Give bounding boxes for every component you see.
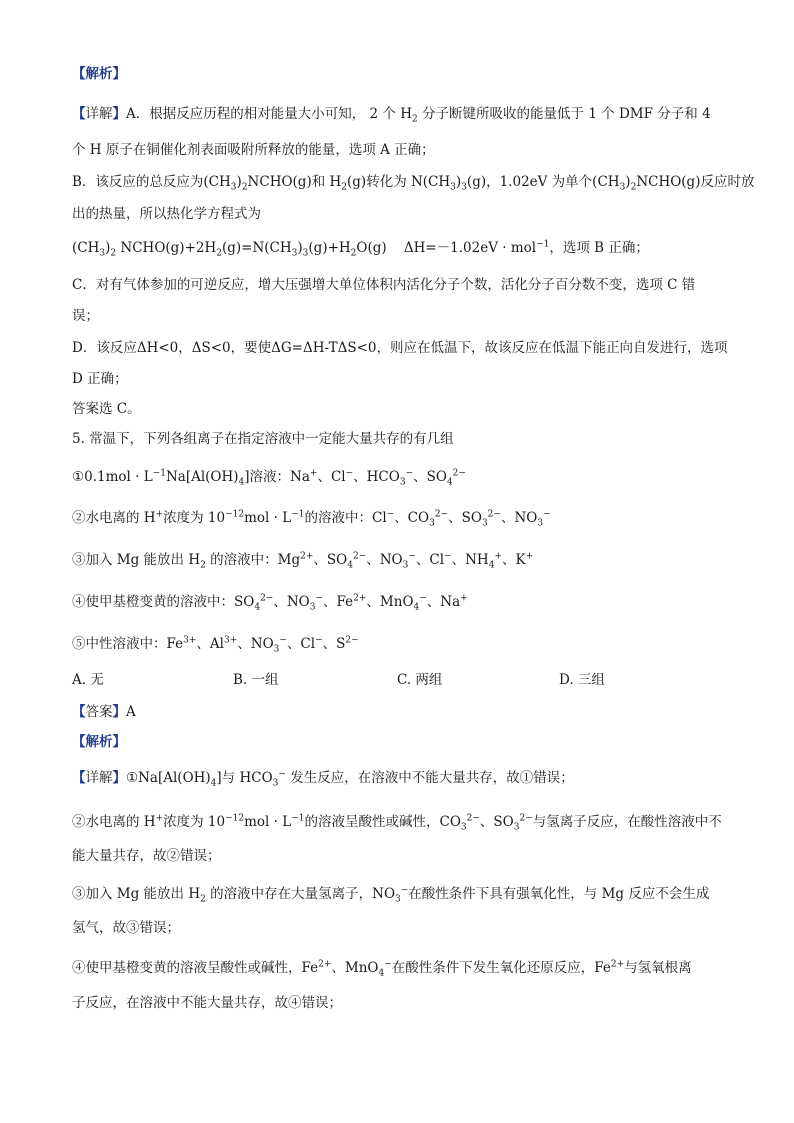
explain-1: 【详解】$①Na[Al(OH)_4]$与 $HCO_3^-$ 发生反应，在溶液中不能大量共存，故①错误； <box>72 769 574 789</box>
item-4: ④使甲基橙变黄的溶液中：$SO_4^{2-}$、$NO_3^-$、$Fe^{2+}$、MnO$_4$−、Na+ <box>72 593 468 613</box>
option-b: B. 一组 <box>233 672 279 688</box>
analysis-header-2: 【解析】 <box>72 734 126 750</box>
explain-4a: ④使甲基橙变黄的溶液呈酸性或碱性，$Fe^{2+}$、MnO$_4$−在酸性条件下发生氧化还原反应，$Fe^{2+}$与氢氧根离 <box>72 959 692 979</box>
explain-2a: ②水电离的 H+浓度为 $10^{-12}mol \cdot L^{-1}$的溶液呈酸性或碱性，$CO_3^{2-}$、$SO_3^{2-}$与氢离子反应，在酸性溶液中不 <box>72 813 722 833</box>
detail-line-c2: 误； <box>72 308 99 324</box>
analysis-header-1: 【解析】 <box>72 66 126 82</box>
item-3: ③加入 Mg 能放出 $H_2$ 的溶液中：$Mg^{2+}$、$SO_4^{2-}$、$NO_3^-$、Cl−、$NH_4^+$、K+ <box>72 551 534 571</box>
explain-3a: ③加入 Mg 能放出 $H_2$ 的溶液中存在大量氢离子，$NO_3^-$在酸性条件下具有强氧化性，与 Mg 反应不会生成 <box>72 885 710 905</box>
detail-line-b1: B．该反应的总反应为$(CH_3)_2NCHO(g)$和 $H_2(g)$转化为 $N(CH_3)_3(g)$，1.02eV 为单个$(CH_3)_2NCHO(g)$反应时放 <box>72 174 755 193</box>
detail-line-a1: 【详解】A．根据反应历程的相对能量大小可知， 2 个 $H_2$ 分子断键所吸收的能量低于 1 个 DMF 分子和 4 <box>72 106 711 125</box>
answer-line: 【答案】A <box>72 704 136 720</box>
detail-line-b2: 出的热量，所以热化学方程式为 <box>72 206 261 222</box>
option-d: D. 三组 <box>559 672 605 688</box>
item-1: ①0.1mol · $L^{-1}Na[Al(OH)_4]$溶液：Na+、Cl−、$HCO_3^-$、$SO_4^{2-}$ <box>72 468 466 488</box>
detail-line-d2: D 正确； <box>72 371 128 387</box>
detail-line-a2: 个 H 原子在铜催化剂表面吸附所释放的能量，选项 A 正确； <box>72 142 435 158</box>
option-a: A. 无 <box>72 672 104 688</box>
explain-3b: 氢气，故③错误； <box>72 920 180 936</box>
explain-2b: 能大量共存，故②错误； <box>72 848 221 864</box>
answer-choice-c: 答案选 C。 <box>72 401 141 417</box>
explain-4b: 子反应，在溶液中不能大量共存，故④错误； <box>72 995 342 1011</box>
detail-line-d1: D．该反应ΔH<0，ΔS<0，要使ΔG=ΔH-TΔS<0，则应在低温下，故该反应在低温下能正向自发进行，选项 <box>72 340 728 356</box>
item-2: ②水电离的 H+浓度为 $10^{-12}mol \cdot L^{-1}$的溶液中：Cl−、$CO_3^{2-}$、$SO_3^{2-}$、$NO_3^-$ <box>72 509 551 529</box>
item-5: ⑤中性溶液中：$Fe^{3+}$、$Al^{3+}$、$NO_3^-$、Cl−、$S^{2-}$ <box>72 635 359 655</box>
detail-line-c1: C．对有气体参加的可逆反应，增大压强增大单位体积内活化分子个数，活化分子百分数不变，选项 C 错 <box>72 277 696 293</box>
option-c: C. 两组 <box>397 672 443 688</box>
thermo-equation: $(CH_3)_2$ $NCHO(g)+2H_2(g)=N(CH_3)_3(g)+H_2O(g)$ ΔH=－1.02eV · mol$^{-1}$，选项 B 正确； <box>72 239 649 259</box>
question-5-title: 5. 常温下，下列各组离子在指定溶液中一定能大量共存的有几组 <box>72 431 454 447</box>
